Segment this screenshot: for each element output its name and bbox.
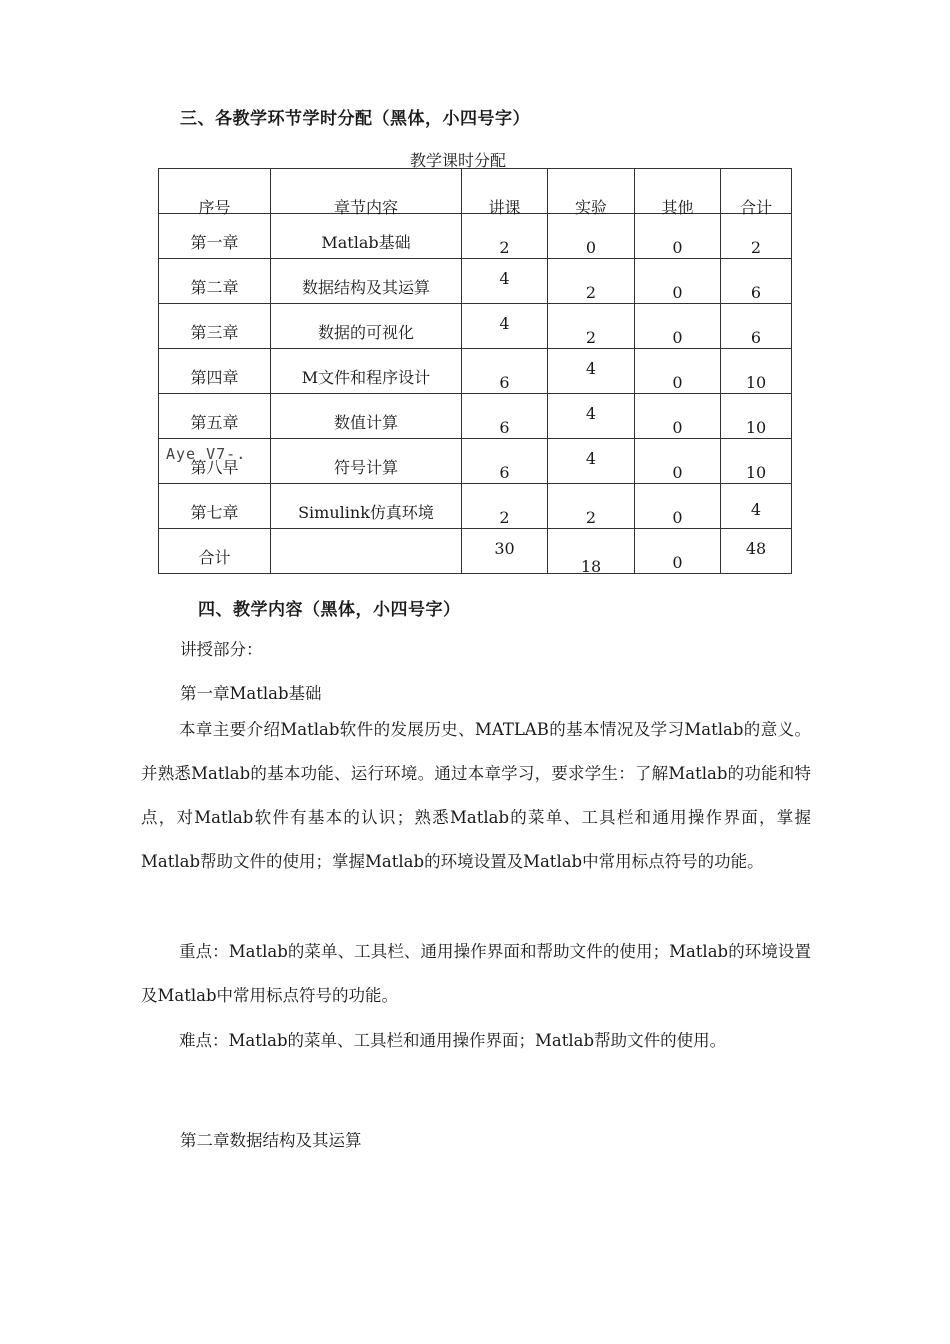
header-cell: 合计 bbox=[721, 169, 792, 214]
table-cell: 第二章 bbox=[159, 259, 271, 304]
header-cell: 章节内容 bbox=[271, 169, 462, 214]
lecture-label: 讲授部分： bbox=[180, 640, 263, 659]
section-4-heading: 四、教学内容（黑体，小四号字） bbox=[198, 600, 461, 620]
chapter-1-difficult-points: 难点：Matlab的菜单、工具栏和通用操作界面；Matlab帮助文件的使用。 bbox=[179, 1031, 727, 1050]
table-cell: 合计 bbox=[159, 529, 271, 574]
table-cell: 10 bbox=[721, 394, 792, 439]
section-3-heading: 三、各教学环节学时分配（黑体，小四号字） bbox=[180, 109, 530, 129]
chapter-1-title: 第一章Matlab基础 bbox=[180, 684, 322, 703]
table-cell: 2 bbox=[548, 304, 635, 349]
table-cell: 第一章 bbox=[159, 214, 271, 259]
table-cell: 符号计算 bbox=[271, 439, 462, 484]
table-cell: 0 bbox=[548, 214, 635, 259]
table-cell bbox=[271, 529, 462, 574]
table-cell: 2 bbox=[462, 484, 548, 529]
table-cell: 4 bbox=[548, 439, 635, 484]
table-cell: 0 bbox=[635, 439, 721, 484]
table-row bbox=[159, 484, 792, 529]
table-cell: 数据的可视化 bbox=[271, 304, 462, 349]
table-cell: 18 bbox=[548, 529, 635, 574]
table-cell: 第四章 bbox=[159, 349, 271, 394]
table-cell: 0 bbox=[635, 529, 721, 574]
table-cell: 第八早 bbox=[159, 439, 271, 484]
table-cell: 4 bbox=[548, 349, 635, 394]
table-cell: 0 bbox=[635, 214, 721, 259]
table-cell: 4 bbox=[548, 394, 635, 439]
chapter-2-title: 第二章数据结构及其运算 bbox=[180, 1131, 362, 1150]
table-cell: 2 bbox=[548, 259, 635, 304]
header-cell: 实验 bbox=[548, 169, 635, 214]
table-cell: 4 bbox=[462, 304, 548, 349]
table-cell: 0 bbox=[635, 259, 721, 304]
table-row bbox=[159, 214, 792, 259]
table-cell: 6 bbox=[462, 439, 548, 484]
table-cell: 数值计算 bbox=[271, 394, 462, 439]
table-cell: 2 bbox=[462, 214, 548, 259]
table-cell: 数据结构及其运算 bbox=[271, 259, 462, 304]
table-cell: Matlab基础 bbox=[271, 214, 462, 259]
header-cell: 序号 bbox=[159, 169, 271, 214]
table-cell: 48 bbox=[721, 529, 792, 574]
table-cell: 10 bbox=[721, 349, 792, 394]
table-row bbox=[159, 394, 792, 439]
table-cell: 第三章 bbox=[159, 304, 271, 349]
table-cell: 2 bbox=[721, 214, 792, 259]
table-cell: 4 bbox=[462, 259, 548, 304]
table-cell: 10 bbox=[721, 439, 792, 484]
header-cell: 讲课 bbox=[462, 169, 548, 214]
table-cell: 6 bbox=[721, 259, 792, 304]
table-cell: 0 bbox=[635, 304, 721, 349]
table-row bbox=[159, 349, 792, 394]
table-total-row bbox=[159, 529, 792, 574]
table-header-row bbox=[159, 169, 792, 214]
table-cell: 0 bbox=[635, 394, 721, 439]
table-cell: 6 bbox=[462, 349, 548, 394]
table-row bbox=[159, 304, 792, 349]
table-cell: 6 bbox=[721, 304, 792, 349]
teaching-hours-table bbox=[158, 168, 792, 574]
table-cell: 0 bbox=[635, 349, 721, 394]
table-cell: 0 bbox=[635, 484, 721, 529]
chapter-1-key-points: 重点：Matlab的菜单、工具栏、通用操作界面和帮助文件的使用；Matlab的环境设置及Matlab中常用标点符号的功能。 bbox=[141, 942, 811, 1005]
chapter-1-intro: 本章主要介绍Matlab软件的发展历史、MATLAB的基本情况及学习Matlab的意义。并熟悉Matlab的基本功能、运行环境。通过本章学习，要求学生：了解Matlab的功能和特点，对Matlab软件有基本的认识；熟悉Matlab的菜单、工具栏和通用操作界面，掌握Matlab帮助文件的使用；掌握Matlab的环境设置及Matlab中常用标点符号的功能。 bbox=[141, 720, 811, 871]
header-cell: 其他 bbox=[635, 169, 721, 214]
table-cell: Simulink仿真环境 bbox=[271, 484, 462, 529]
table-cell: M文件和程序设计 bbox=[271, 349, 462, 394]
table-row bbox=[159, 439, 792, 484]
table-cell: 2 bbox=[548, 484, 635, 529]
table-caption: 教学课时分配 bbox=[410, 151, 507, 170]
table-cell: 第五章 bbox=[159, 394, 271, 439]
handwritten-scribble: Aye V7-. bbox=[166, 445, 247, 463]
table-cell: 6 bbox=[462, 394, 548, 439]
table-cell: 第七章 bbox=[159, 484, 271, 529]
table-cell: 30 bbox=[462, 529, 548, 574]
table-cell: 4 bbox=[721, 484, 792, 529]
table-row bbox=[159, 259, 792, 304]
